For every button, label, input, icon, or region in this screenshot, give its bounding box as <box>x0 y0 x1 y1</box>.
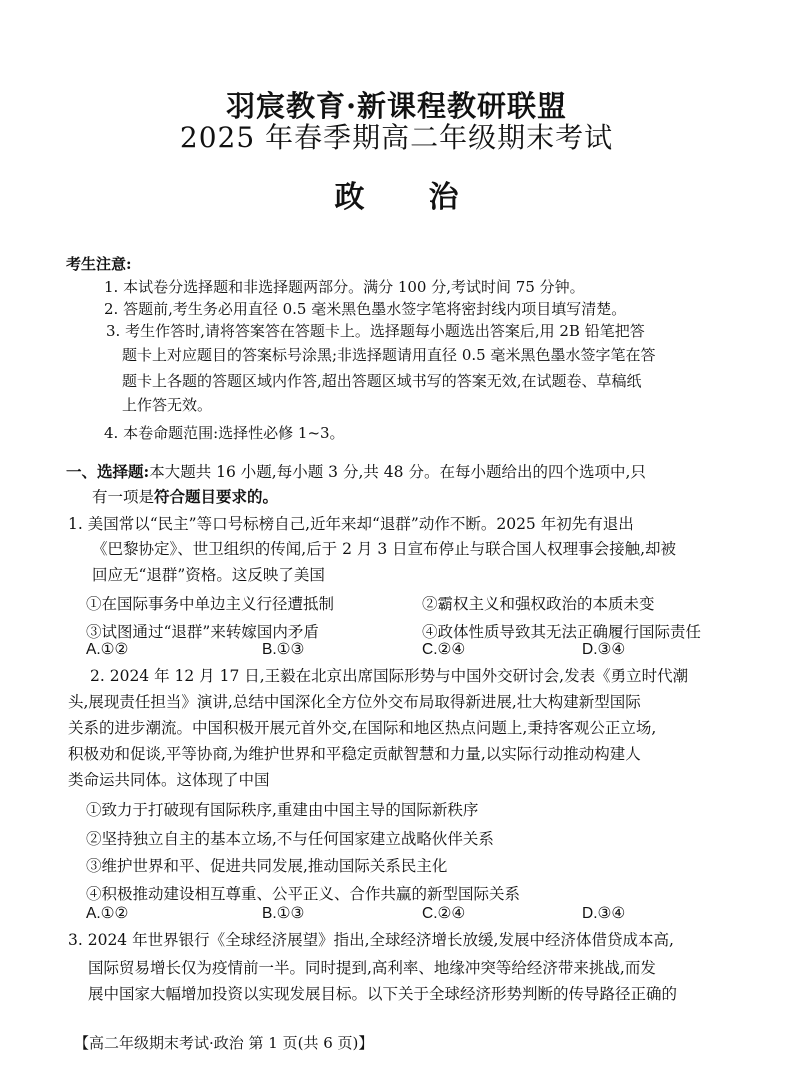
question-3-stem: 国际贸易增长仅为疫情前一半。同时提到,高利率、地缘冲突等给经济带来挑战,而发 <box>88 959 656 977</box>
section-heading <box>66 462 646 482</box>
question-1-choice-a: A.①② <box>86 641 129 658</box>
section-heading-label: 一、选择题: <box>66 462 150 481</box>
notice-heading: 考生注意: <box>66 255 132 273</box>
question-1-option: ②霸权主义和强权政治的本质未变 <box>422 595 655 613</box>
notice-item: 3. 考生作答时,请将答案答在答题卡上。选择题每小题选出答案后,用 2B 铅笔把答 <box>106 322 645 340</box>
section-heading-emphasis: 符合题目要求的。 <box>154 487 279 506</box>
notice-item: 1. 本试卷分选择题和非选择题两部分。满分 100 分,考试时间 75 分钟。 <box>104 278 585 296</box>
subject-title: 政治 <box>334 180 523 215</box>
question-1-choice-d: D.③④ <box>582 641 626 658</box>
exam-title: 2025 年春季期高二年级期末考试 <box>179 121 614 154</box>
question-1-option: ①在国际事务中单边主义行径遭抵制 <box>86 595 335 613</box>
question-2-option: ①致力于打破现有国际秩序,重建由中国主导的国际新秩序 <box>86 801 479 819</box>
question-2-choice-c: C.②④ <box>422 905 466 922</box>
question-1-choice-c: C.②④ <box>422 641 466 658</box>
question-1-choice-b: B.①③ <box>262 641 305 658</box>
notice-item-continued: 题卡上各题的答题区域内作答,超出答题区域书写的答案无效,在试题卷、草稿纸 <box>122 372 642 390</box>
question-1-stem: 回应无“退群”资格。这反映了美国 <box>92 566 325 584</box>
notice-item: 4. 本卷命题范围:选择性必修 1~3。 <box>104 424 345 442</box>
section-heading-text: 本大题共 16 小题,每小题 3 分,共 48 分。在每小题给出的四个选项中,只 <box>149 463 646 481</box>
question-3-stem: 3. 2024 年世界银行《全球经济展望》指出,全球经济增长放缓,发展中经济体借贷成本高, <box>68 931 674 949</box>
question-2-choice-b: B.①③ <box>262 905 305 922</box>
question-2-choice-d: D.③④ <box>582 905 626 922</box>
question-3-stem: 展中国家大幅增加投资以实现发展目标。以下关于全球经济形势判断的传导路径正确的 <box>88 985 678 1003</box>
question-2-stem: 头,展现责任担当》演讲,总结中国深化全方位外交布局取得新进展,壮大构建新型国际 <box>68 693 641 711</box>
section-heading-text: 有一项是 <box>92 488 155 506</box>
question-2-choice-a: A.①② <box>86 905 129 922</box>
section-heading-line2 <box>92 487 278 507</box>
question-2-option: ②坚持独立自主的基本立场,不与任何国家建立战略伙伴关系 <box>86 830 494 848</box>
question-2-stem: 关系的进步潮流。中国积极开展元首外交,在国际和地区热点问题上,秉持客观公正立场, <box>68 719 657 737</box>
question-2-stem: 2. 2024 年 12 月 17 日,王毅在北京出席国际形势与中国外交研讨会,发表《勇立时代潮 <box>90 667 689 685</box>
exam-organizer-title: 羽宸教育·新课程教研联盟 <box>225 89 568 123</box>
notice-item-continued: 上作答无效。 <box>122 396 213 414</box>
question-1-option: ③试图通过“退群”来转嫁国内矛盾 <box>86 623 319 641</box>
question-2-option: ③维护世界和平、促进共同发展,推动国际关系民主化 <box>86 857 448 875</box>
question-2-stem: 类命运共同体。这体现了中国 <box>68 771 270 789</box>
notice-item-continued: 题卡上对应题目的答案标号涂黑;非选择题请用直径 0.5 毫米黑色墨水签字笔在答 <box>122 346 656 364</box>
notice-item: 2. 答题前,考生务必用直径 0.5 毫米黑色墨水签字笔将密封线内项目填写清楚。 <box>104 300 627 318</box>
question-2-stem: 积极劝和促谈,平等协商,为维护世界和平稳定贡献智慧和力量,以实际行动推动构建人 <box>68 745 641 763</box>
page-footer: 【高二年级期末考试·政治 第 1 页(共 6 页)】 <box>74 1034 374 1052</box>
question-2-option: ④积极推动建设相互尊重、公平正义、合作共赢的新型国际关系 <box>86 885 521 903</box>
question-1-stem: 《巴黎协定》、世卫组织的传闻,后于 2 月 3 日宣布停止与联合国人权理事会接触,却被 <box>92 540 677 558</box>
question-1-stem: 1. 美国常以“民主”等口号标榜自己,近年来却“退群”动作不断。2025 年初先有退出 <box>68 515 634 533</box>
question-1-option: ④政体性质导致其无法正确履行国际责任 <box>422 623 702 641</box>
